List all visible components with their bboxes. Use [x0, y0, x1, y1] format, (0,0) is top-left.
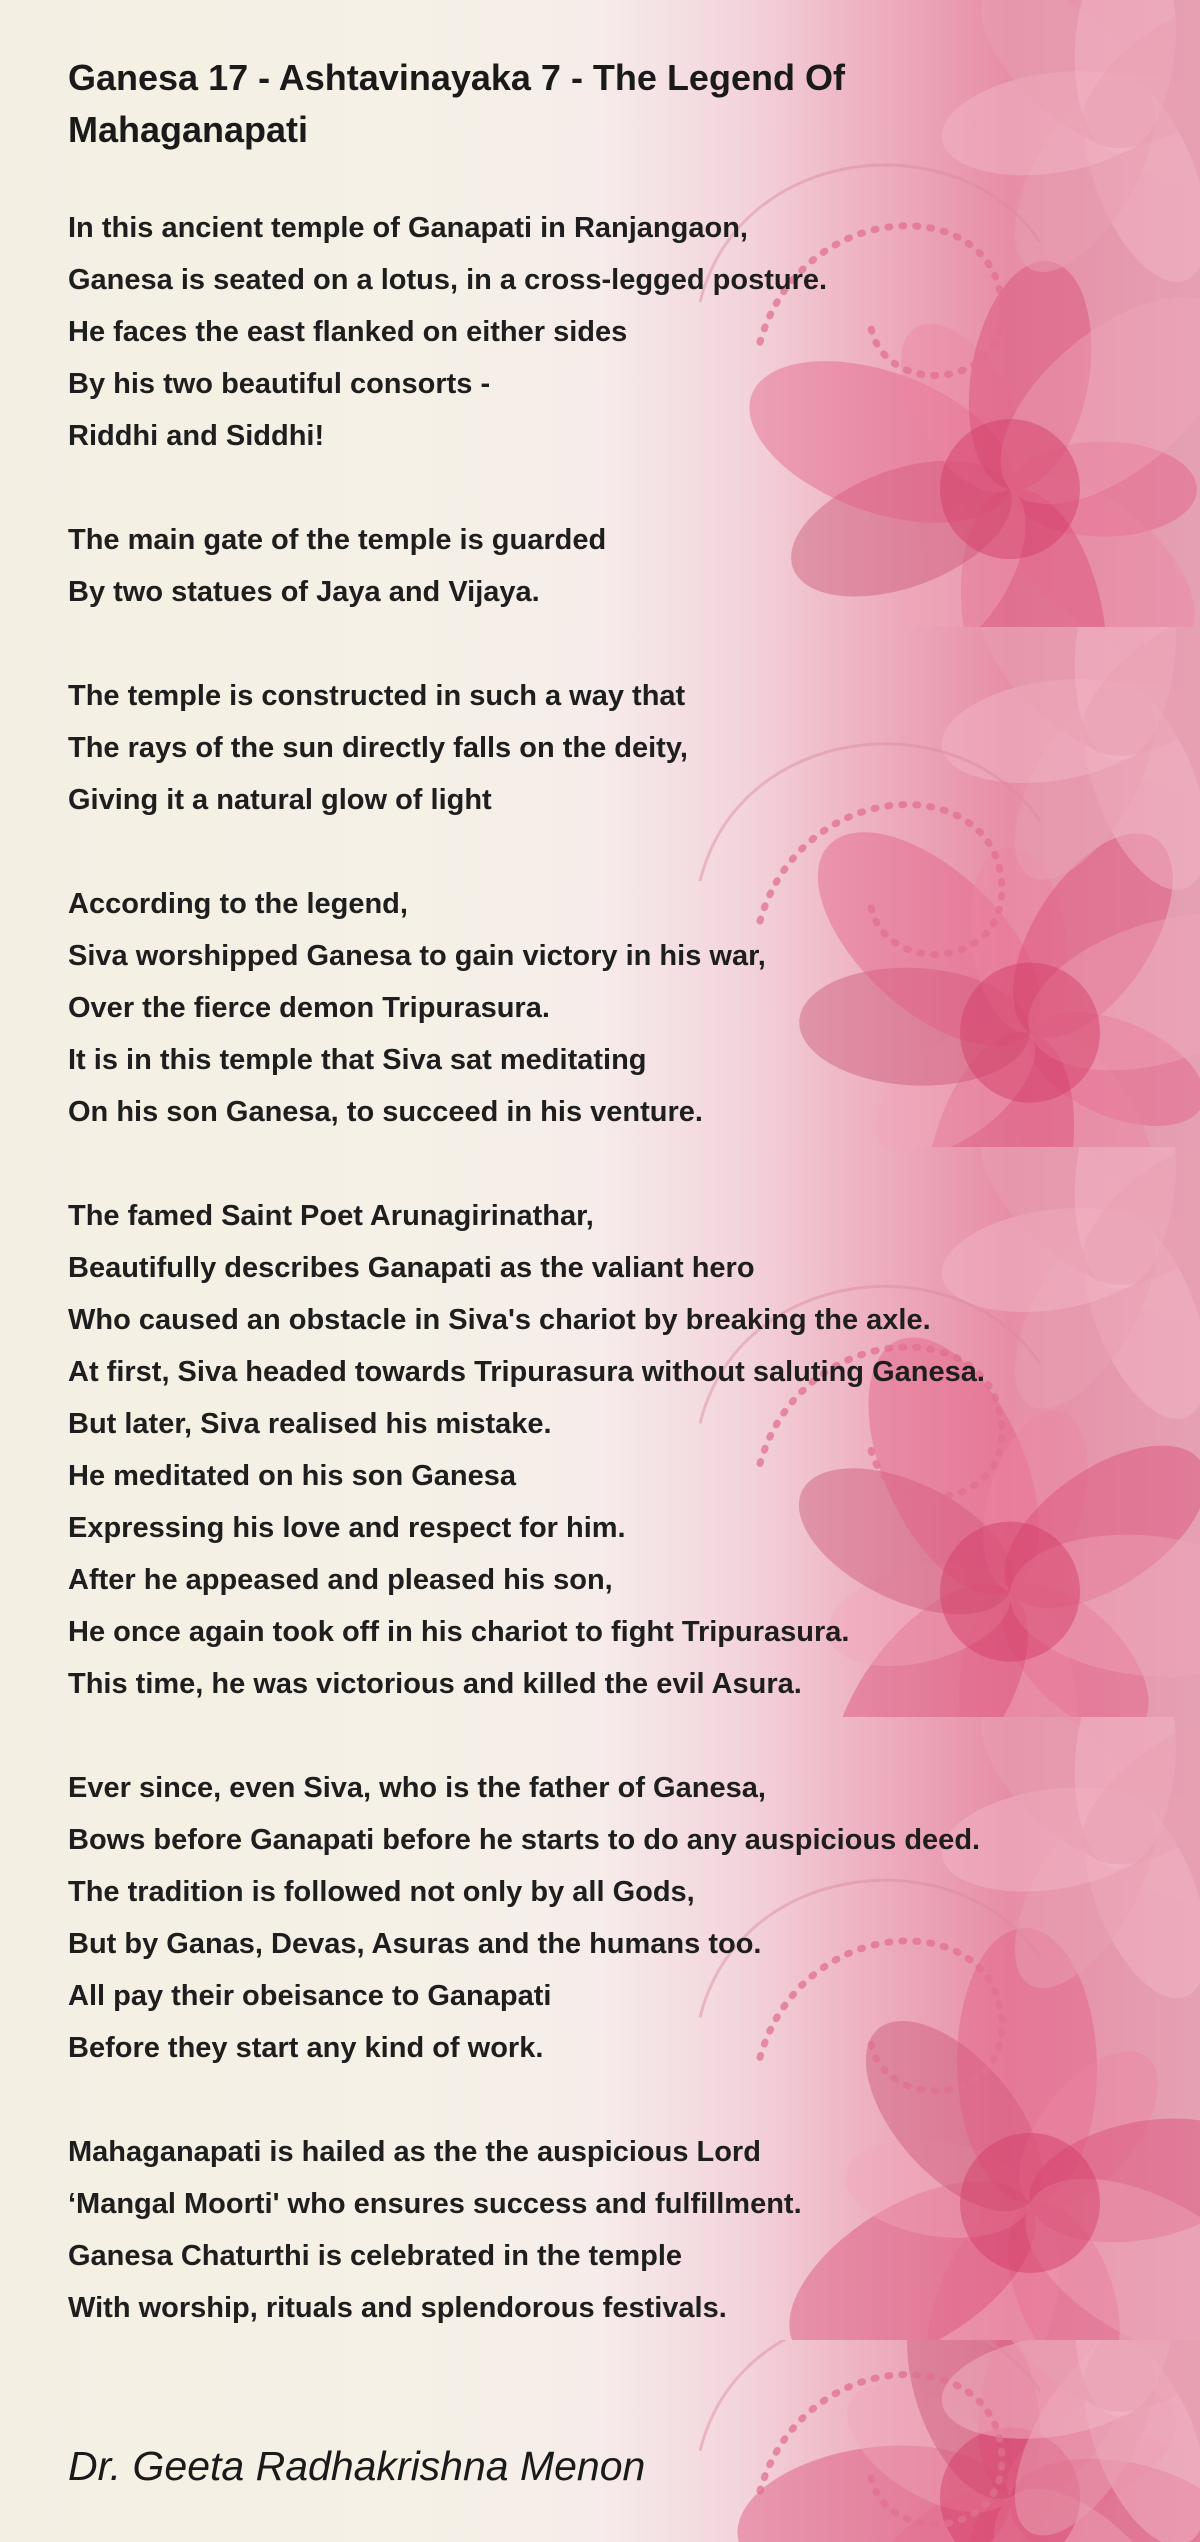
poem-line: This time, he was victorious and killed the evil Asura. — [68, 1668, 802, 1700]
poem-stanzas — [68, 202, 1148, 2334]
poem-line: Ganesa Chaturthi is celebrated in the temple — [68, 2240, 682, 2272]
poem-line: It is in this temple that Siva sat meditating — [68, 1044, 647, 1076]
poem-line: In this ancient temple of Ganapati in Ranjangaon, — [68, 212, 748, 244]
poem-stanza — [68, 202, 1148, 462]
poem-line: But by Ganas, Devas, Asuras and the humans too. — [68, 1928, 762, 1960]
poem-line: With worship, rituals and splendorous festivals. — [68, 2292, 727, 2324]
poem-line: He faces the east flanked on either sides — [68, 316, 628, 348]
poem-body — [68, 52, 1148, 2386]
poem-line: According to the legend, — [68, 888, 408, 920]
poem-line: Over the fierce demon Tripurasura. — [68, 992, 550, 1024]
poem-stanza — [68, 670, 1148, 826]
poem-line: Riddhi and Siddhi! — [68, 420, 325, 452]
poem-title: Ganesa 17 - Ashtavinayaka 7 - The Legend Of Mahaganapati — [68, 57, 845, 150]
poem-line: On his son Ganesa, to succeed in his venture. — [68, 1096, 703, 1128]
poem-line: The temple is constructed in such a way that — [68, 680, 686, 712]
poem-line: He meditated on his son Ganesa — [68, 1460, 516, 1492]
poem-stanza — [68, 878, 1148, 1138]
poem-line: By two statues of Jaya and Vijaya. — [68, 576, 540, 608]
poem-line: The main gate of the temple is guarded — [68, 524, 607, 556]
poem-line: The tradition is followed not only by all Gods, — [68, 1876, 695, 1908]
poem-line: At first, Siva headed towards Tripurasura without saluting Ganesa. — [68, 1356, 985, 1388]
poem-line: Giving it a natural glow of light — [68, 784, 492, 816]
poem-line: Who caused an obstacle in Siva's chariot by breaking the axle. — [68, 1304, 931, 1336]
poem-line: The famed Saint Poet Arunagirinathar, — [68, 1200, 594, 1232]
poem-line: But later, Siva realised his mistake. — [68, 1408, 552, 1440]
poem-stanza — [68, 514, 1148, 618]
poem-line: The rays of the sun directly falls on the deity, — [68, 732, 688, 764]
poem-line: After he appeased and pleased his son, — [68, 1564, 613, 1596]
poem-stanza — [68, 1190, 1148, 1710]
poem-line: By his two beautiful consorts - — [68, 368, 491, 400]
poem-stanza — [68, 2126, 1148, 2334]
poem-line: Expressing his love and respect for him. — [68, 1512, 626, 1544]
poem-line: Beautifully describes Ganapati as the valiant hero — [68, 1252, 755, 1284]
poem-line: All pay their obeisance to Ganapati — [68, 1980, 552, 2012]
poem-line: ‘Mangal Moorti' who ensures success and fulfillment. — [68, 2188, 802, 2220]
poem-line: Ever since, even Siva, who is the father of Ganesa, — [68, 1772, 766, 1804]
poem-line: Ganesa is seated on a lotus, in a cross-legged posture. — [68, 264, 828, 296]
poem-line: Mahaganapati is hailed as the the auspicious Lord — [68, 2136, 761, 2168]
poem-line: He once again took off in his chariot to fight Tripurasura. — [68, 1616, 850, 1648]
poem-author: Dr. Geeta Radhakrishna Menon — [68, 2443, 646, 2489]
poem-line: Before they start any kind of work. — [68, 2032, 544, 2064]
poem-line: Bows before Ganapati before he starts to do any auspicious deed. — [68, 1824, 981, 1856]
poem-stanza — [68, 1762, 1148, 2074]
poem-line: Siva worshipped Ganesa to gain victory in his war, — [68, 940, 766, 972]
